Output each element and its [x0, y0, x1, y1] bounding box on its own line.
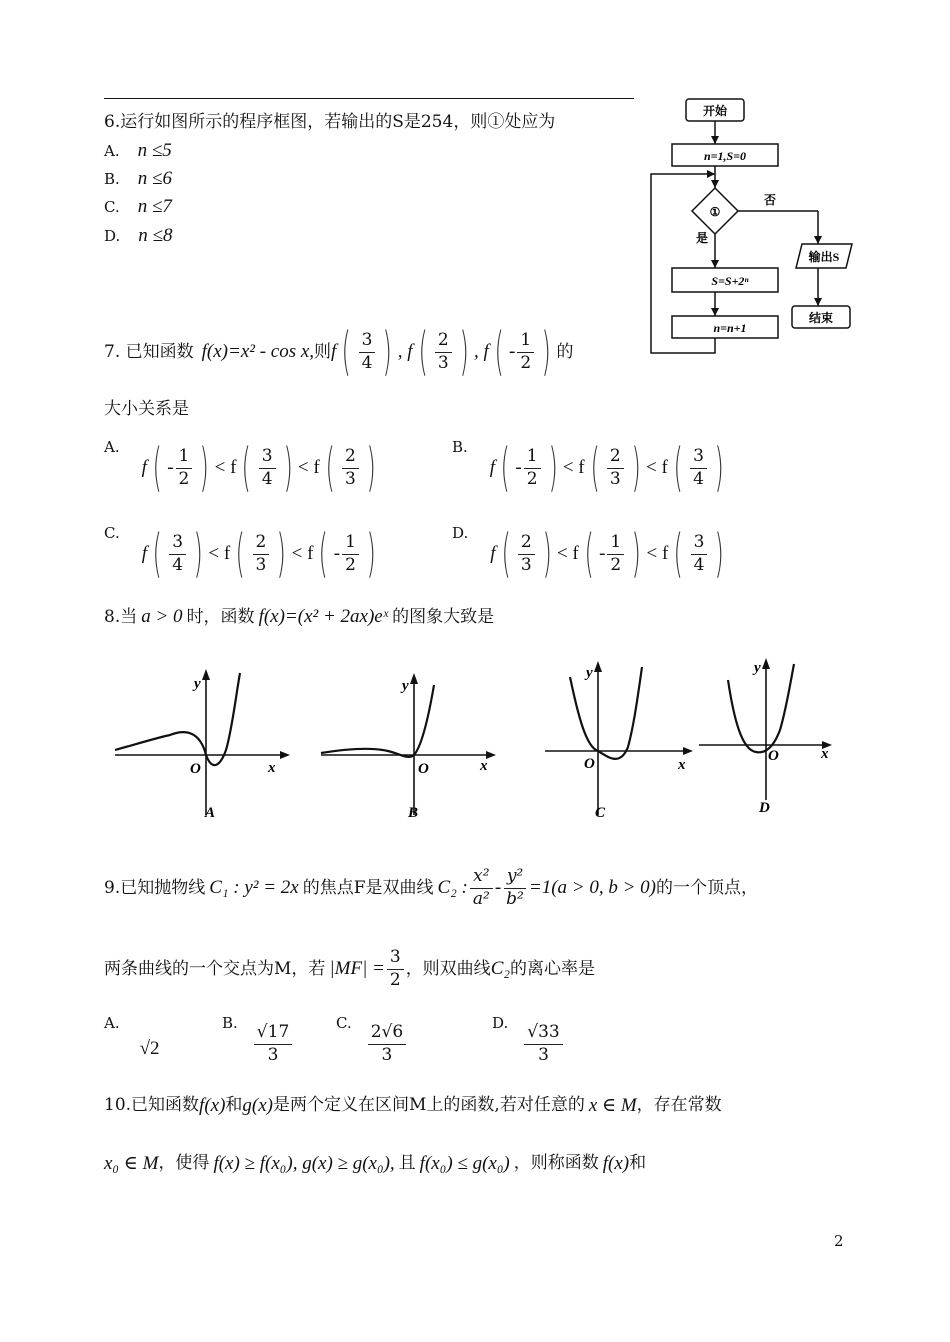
q10-line1: 10.已知函数 f(x) 和 g(x) 是两个定义在区间M上的函数,若对任意的 x ∈ M ，存在常数 — [104, 1094, 722, 1116]
q6-option-a: A. n ≤5 — [104, 140, 172, 161]
q9-stem: 9.已知抛物线 C₁ : y² = 2x 的焦点F是双曲线 C₂ : $\frac{\text{x²}}{\text{a²}}$ - $\frac{\text{y²}}{\text{b²}}$ =1(a > 0, b > 0) 的一个顶点， — [104, 866, 758, 909]
q8-stem: 8.当 a > 0 时，函数 f(x)=(x² + 2ax)eˣ 的图象大致是 — [104, 606, 495, 628]
q8-graph-b — [316, 655, 506, 825]
svg-text:x: x — [268, 760, 276, 776]
q9-option-a: A. √2 — [104, 1014, 160, 1059]
q6-option-c: C. n ≤7 — [104, 196, 172, 217]
svg-text:y: y — [754, 660, 761, 676]
q10-line2: x₀ ∈ M ，使得 f(x) ≥ f(x₀), g(x) ≥ g(x₀), 且 f(x₀) ≤ g(x₀) ，则称函数 f(x) 和 — [104, 1152, 647, 1174]
q8-graph-d — [694, 650, 844, 820]
q7-stem: 7. 已知函数 f(x)=x² - cos x, 则 f ( $\frac{3}{4}$ ) , f ( $\frac{2}{3}$ ) , f ( - $\frac{1}{2}$ ) 的 — [104, 322, 574, 382]
top-rule — [104, 98, 634, 99]
q7-line2: 大小关系是 — [104, 399, 189, 419]
svg-text:x: x — [678, 757, 686, 773]
q8-graph-c-label: C — [595, 805, 606, 821]
program-flowchart — [640, 92, 870, 362]
q8-graph-c — [540, 655, 720, 825]
fc-end-label: 结束 — [808, 311, 834, 325]
fc-no-label: 否 — [763, 193, 777, 207]
fc-update-s-label: S=S+2ⁿ — [711, 274, 749, 288]
svg-text:O: O — [768, 748, 779, 764]
svg-text:x: x — [480, 758, 488, 774]
q7-option-b: B. f ( - $\frac{1}{2}$ ) < f ( $\frac{2}{3}$ ) < f ( $\frac{3}{4}$ ) — [452, 438, 724, 498]
fc-yes-label: 是 — [695, 231, 709, 245]
svg-text:y: y — [586, 665, 593, 681]
svg-text:O: O — [418, 761, 429, 777]
svg-text:O: O — [190, 761, 201, 777]
page-number: 2 — [834, 1232, 844, 1250]
q6-stem: 6.运行如图所示的程序框图，若输出的S是254，则①处应为 — [104, 112, 556, 132]
q9-option-b: B. $\frac{√17}{3}$ — [222, 1014, 294, 1074]
q7-option-c: C. f ( $\frac{3}{4}$ ) < f ( $\frac{2}{3}$ ) < f ( - $\frac{1}{2}$ ) — [104, 524, 376, 584]
fc-output-label: 输出S — [808, 250, 840, 264]
q7-option-d: D. f ( $\frac{2}{3}$ ) < f ( - $\frac{1}{2}$ ) < f ( $\frac{3}{4}$ ) — [452, 524, 725, 584]
q6-option-b: B. n ≤6 — [104, 168, 172, 189]
svg-text:O: O — [584, 756, 595, 772]
q8-graph-a — [110, 655, 300, 825]
q9-option-c: C. $\frac{2√6}{3}$ — [336, 1014, 408, 1074]
q9-line2: 两条曲线的一个交点为M，若 |MF| = $\frac{3}{2}$ ，则双曲线 C₂ 的离心率是 — [104, 947, 595, 990]
q8-graph-b-label: B — [408, 805, 419, 821]
svg-text:x: x — [821, 746, 829, 762]
svg-text:y: y — [194, 676, 201, 692]
fc-init-label: n=1,S=0 — [703, 149, 747, 163]
q8-graph-d-label: D — [759, 800, 770, 816]
fc-start-label: 开始 — [702, 104, 728, 118]
q8-graph-a-label: A — [205, 805, 216, 821]
svg-text:y: y — [402, 678, 409, 694]
q9-option-d: D. $\frac{√33}{3}$ — [492, 1014, 565, 1074]
q6-option-d: D. n ≤8 — [104, 225, 173, 246]
q7-option-a: A. f ( - $\frac{1}{2}$ ) < f ( $\frac{3}{4}$ ) < f ( $\frac{2}{3}$ ) — [104, 438, 376, 498]
fc-update-n-label: n=n+1 — [713, 321, 747, 335]
fc-condition-label: ① — [709, 205, 721, 219]
